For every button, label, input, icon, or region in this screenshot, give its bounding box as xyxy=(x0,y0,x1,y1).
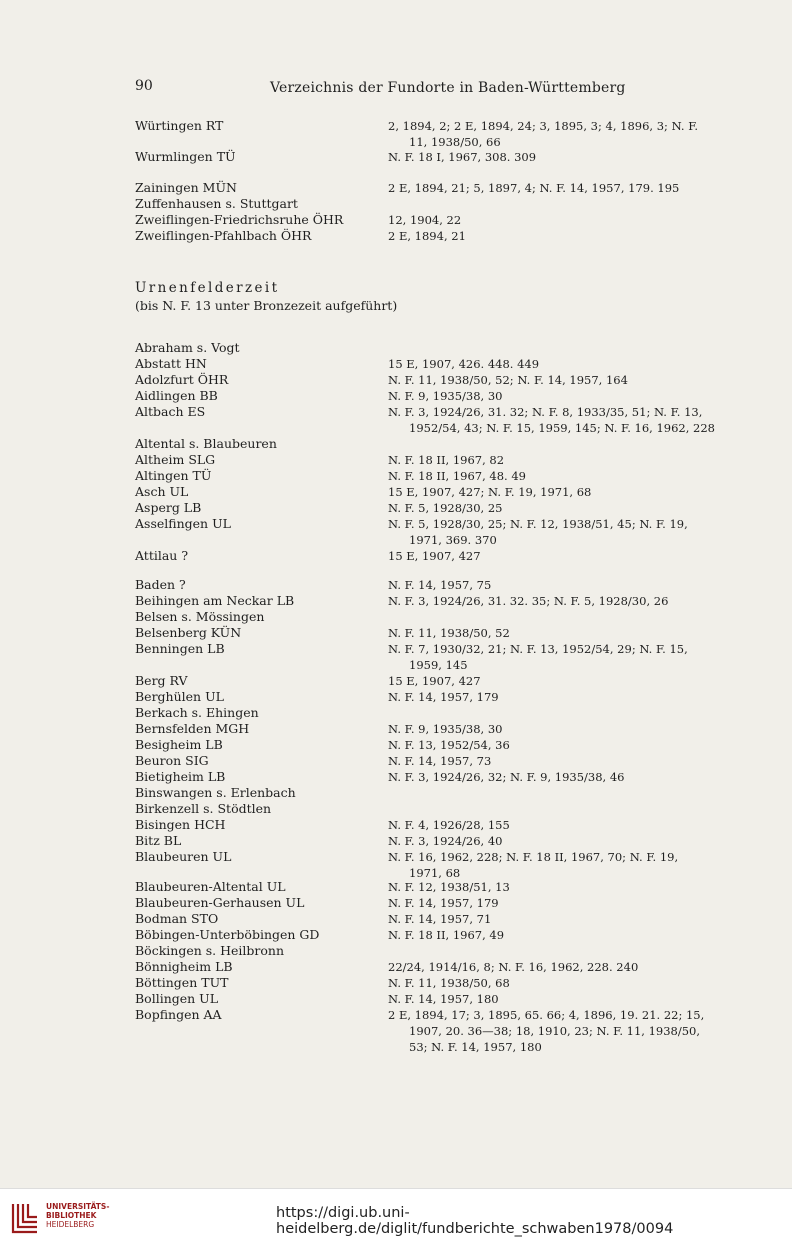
reference-list xyxy=(388,625,724,641)
reference-list xyxy=(388,548,724,564)
reference-line: 1971, 68 xyxy=(409,866,461,880)
reference-line: 2 E, 1894, 17; 3, 1895, 65. 66; 4, 1896, 19. 21. 22; 15, xyxy=(388,1008,705,1022)
library-logo-icon xyxy=(10,1199,40,1235)
place-name: Altingen TÜ xyxy=(135,468,212,483)
place-name: Bisingen HCH xyxy=(135,817,226,832)
reference-line: 1971, 369. 370 xyxy=(409,533,497,547)
reference-list xyxy=(388,879,724,895)
reference-line: N. F. 16, 1962, 228; N. F. 18 II, 1967, 70; N. F. 19, xyxy=(388,850,679,864)
place-name: Blaubeuren-Altental UL xyxy=(135,879,286,894)
reference-line: 2, 1894, 2; 2 E, 1894, 24; 3, 1895, 3; 4, 1896, 3; N. F. xyxy=(388,119,699,133)
place-name: Blaubeuren UL xyxy=(135,849,232,864)
reference-list xyxy=(388,927,724,943)
place-name: Asselfingen UL xyxy=(135,516,231,531)
reference-list xyxy=(388,118,724,150)
reference-list xyxy=(388,372,724,388)
place-name: Blaubeuren-Gerhausen UL xyxy=(135,895,305,910)
reference-list xyxy=(388,484,724,500)
place-name: Beihingen am Neckar LB xyxy=(135,593,295,608)
reference-list xyxy=(388,1007,724,1055)
place-name: Belsenberg KÜN xyxy=(135,625,242,640)
reference-list xyxy=(388,895,724,911)
reference-line: N. F. 11, 1938/50, 52 xyxy=(388,626,510,640)
reference-list xyxy=(388,689,724,705)
place-name: Berghülen UL xyxy=(135,689,224,704)
reference-line: 15 E, 1907, 427 xyxy=(388,674,481,688)
reference-list xyxy=(388,769,724,785)
place-name: Benningen LB xyxy=(135,641,225,656)
reference-list xyxy=(388,404,724,436)
reference-line: N. F. 13, 1952/54, 36 xyxy=(388,738,510,752)
reference-line: N. F. 14, 1957, 73 xyxy=(388,754,492,768)
reference-list xyxy=(388,500,724,516)
reference-line: 2 E, 1894, 21; 5, 1897, 4; N. F. 14, 1957, 179. 195 xyxy=(388,181,680,195)
reference-list xyxy=(388,356,724,372)
reference-list xyxy=(388,452,724,468)
place-name: Beuron SIG xyxy=(135,753,209,768)
reference-line: 1952/54, 43; N. F. 15, 1959, 145; N. F. 16, 1962, 228 xyxy=(409,421,715,435)
reference-line: N. F. 9, 1935/38, 30 xyxy=(388,389,503,403)
reference-line: N. F. 18 II, 1967, 48. 49 xyxy=(388,469,526,483)
reference-list xyxy=(388,577,724,593)
logo-line-1: UNIVERSITÄTS- xyxy=(46,1202,110,1211)
reference-line: 15 E, 1907, 426. 448. 449 xyxy=(388,357,540,371)
place-name: Böbingen-Unterböbingen GD xyxy=(135,927,320,942)
reference-line: 53; N. F. 14, 1957, 180 xyxy=(409,1040,542,1054)
reference-line: N. F. 14, 1957, 179 xyxy=(388,896,499,910)
place-name: Bietigheim LB xyxy=(135,769,226,784)
reference-list xyxy=(388,817,724,833)
reference-list xyxy=(388,212,724,228)
reference-line: N. F. 3, 1924/26, 31. 32; N. F. 8, 1933/35, 51; N. F. 13, xyxy=(388,405,703,419)
place-name: Baden ? xyxy=(135,577,186,592)
reference-line: N. F. 11, 1938/50, 68 xyxy=(388,976,510,990)
page-title: Verzeichnis der Fundorte in Baden-Württemberg xyxy=(270,80,626,96)
reference-line: N. F. 14, 1957, 75 xyxy=(388,578,492,592)
reference-line: N. F. 18 II, 1967, 49 xyxy=(388,928,505,942)
library-logo-text xyxy=(46,1202,109,1229)
reference-list xyxy=(388,911,724,927)
place-name: Zweiflingen-Pfahlbach ÖHR xyxy=(135,228,312,243)
reference-line: N. F. 3, 1924/26, 40 xyxy=(388,834,503,848)
reference-line: 11, 1938/50, 66 xyxy=(409,135,501,149)
logo-line-2: BIBLIOTHEK xyxy=(46,1211,97,1220)
reference-list xyxy=(388,388,724,404)
place-name: Belsen s. Mössingen xyxy=(135,609,265,624)
place-name: Asch UL xyxy=(135,484,189,499)
reference-list xyxy=(388,959,724,975)
place-name: Bodman STO xyxy=(135,911,219,926)
reference-line: 2 E, 1894, 21 xyxy=(388,229,466,243)
place-name: Bopfingen AA xyxy=(135,1007,222,1022)
place-name: Asperg LB xyxy=(135,500,202,515)
reference-line: N. F. 14, 1957, 179 xyxy=(388,690,499,704)
reference-line: N. F. 5, 1928/30, 25 xyxy=(388,501,503,515)
reference-line: N. F. 3, 1924/26, 32; N. F. 9, 1935/38, 46 xyxy=(388,770,625,784)
page-number: 90 xyxy=(135,78,153,94)
reference-line: N. F. 7, 1930/32, 21; N. F. 13, 1952/54, 29; N. F. 15, xyxy=(388,642,688,656)
place-name: Aidlingen BB xyxy=(135,388,218,403)
reference-line: 15 E, 1907, 427 xyxy=(388,549,481,563)
place-name: Attilau ? xyxy=(135,548,189,563)
reference-list xyxy=(388,593,724,609)
place-name: Bollingen UL xyxy=(135,991,219,1006)
reference-line: N. F. 18 II, 1967, 82 xyxy=(388,453,505,467)
section-heading: Urnenfelderzeit xyxy=(135,280,280,296)
reference-line: 1959, 145 xyxy=(409,658,468,672)
reference-line: 22/24, 1914/16, 8; N. F. 16, 1962, 228. 240 xyxy=(388,960,639,974)
place-name: Abraham s. Vogt xyxy=(135,340,240,355)
logo-line-3: HEIDELBERG xyxy=(46,1220,95,1229)
place-name: Altbach ES xyxy=(135,404,206,419)
reference-list xyxy=(388,737,724,753)
reference-list xyxy=(388,641,724,673)
place-name: Böttingen TUT xyxy=(135,975,229,990)
place-name: Zainingen MÜN xyxy=(135,180,237,195)
place-name: Bernsfelden MGH xyxy=(135,721,250,736)
reference-line: N. F. 12, 1938/51, 13 xyxy=(388,880,510,894)
place-name: Berg RV xyxy=(135,673,188,688)
reference-list xyxy=(388,180,724,196)
reference-list xyxy=(388,516,724,548)
reference-line: N. F. 9, 1935/38, 30 xyxy=(388,722,503,736)
reference-line: N. F. 11, 1938/50, 52; N. F. 14, 1957, 164 xyxy=(388,373,628,387)
place-name: Zuffenhausen s. Stuttgart xyxy=(135,196,298,211)
source-url-link[interactable]: https://digi.ub.uni-heidelberg.de/diglit/fundberichte_schwaben1978/0094 xyxy=(276,1205,674,1237)
reference-list xyxy=(388,991,724,1007)
reference-list xyxy=(388,849,724,881)
place-name: Besigheim LB xyxy=(135,737,223,752)
reference-line: 1907, 20. 36—38; 18, 1910, 23; N. F. 11, 1938/50, xyxy=(409,1024,701,1038)
reference-line: 12, 1904, 22 xyxy=(388,213,462,227)
reference-list xyxy=(388,673,724,689)
section-note: (bis N. F. 13 unter Bronzezeit aufgeführt) xyxy=(135,298,398,313)
place-name: Altental s. Blaubeuren xyxy=(135,436,277,451)
place-name: Adolzfurt ÖHR xyxy=(135,372,229,387)
footer-bar xyxy=(0,1188,792,1246)
reference-list xyxy=(388,468,724,484)
reference-line: N. F. 3, 1924/26, 31. 32. 35; N. F. 5, 1928/30, 26 xyxy=(388,594,669,608)
place-name: Bönnigheim LB xyxy=(135,959,233,974)
place-name: Binswangen s. Erlenbach xyxy=(135,785,296,800)
reference-line: N. F. 4, 1926/28, 155 xyxy=(388,818,510,832)
reference-list xyxy=(388,149,724,165)
reference-line: N. F. 14, 1957, 180 xyxy=(388,992,499,1006)
reference-list xyxy=(388,833,724,849)
place-name: Wurmlingen TÜ xyxy=(135,149,236,164)
place-name: Altheim SLG xyxy=(135,452,216,467)
place-name: Birkenzell s. Stödtlen xyxy=(135,801,272,816)
reference-list xyxy=(388,753,724,769)
place-name: Böckingen s. Heilbronn xyxy=(135,943,285,958)
place-name: Berkach s. Ehingen xyxy=(135,705,259,720)
reference-line: N. F. 14, 1957, 71 xyxy=(388,912,492,926)
reference-line: N. F. 18 I, 1967, 308. 309 xyxy=(388,150,537,164)
reference-list xyxy=(388,228,724,244)
reference-line: 15 E, 1907, 427; N. F. 19, 1971, 68 xyxy=(388,485,592,499)
place-name: Bitz BL xyxy=(135,833,182,848)
reference-list xyxy=(388,721,724,737)
reference-line: N. F. 5, 1928/30, 25; N. F. 12, 1938/51, 45; N. F. 19, xyxy=(388,517,688,531)
place-name: Würtingen RT xyxy=(135,118,224,133)
reference-list xyxy=(388,975,724,991)
place-name: Zweiflingen-Friedrichsruhe ÖHR xyxy=(135,212,344,227)
place-name: Abstatt HN xyxy=(135,356,207,371)
